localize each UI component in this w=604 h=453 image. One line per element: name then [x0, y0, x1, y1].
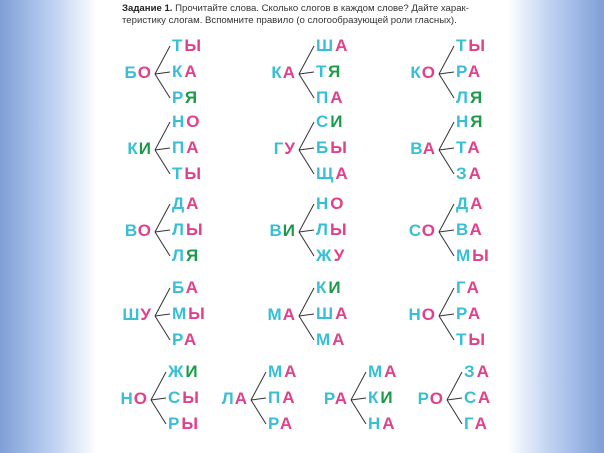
syllable [172, 330, 198, 350]
letter: Т [456, 138, 468, 157]
letter: С [408, 221, 422, 240]
syllable [464, 362, 491, 382]
syllable-group [402, 362, 532, 448]
letter: Т [172, 36, 185, 55]
letter: А [384, 362, 399, 381]
letter: М [368, 362, 385, 381]
letter: А [234, 389, 248, 408]
syllable-group [110, 278, 240, 364]
letter: Щ [316, 164, 336, 183]
letter: З [456, 164, 469, 183]
branch-line [439, 230, 454, 232]
syllable [316, 330, 346, 350]
letter: К [316, 278, 329, 297]
letter: Я [469, 88, 485, 107]
letter: А [470, 194, 485, 213]
letter: В [410, 139, 423, 158]
branch-line [299, 314, 314, 316]
syllable [168, 362, 200, 382]
letter: А [474, 414, 489, 433]
branch-line [439, 122, 454, 150]
branch-line [439, 150, 454, 174]
syllable [316, 138, 349, 158]
letter: Ы [182, 388, 201, 407]
syllable-group [254, 112, 384, 198]
letter: А [467, 62, 483, 81]
letter: А [335, 36, 350, 55]
letter: А [422, 139, 436, 158]
branch-line [299, 288, 314, 316]
letter: Т [456, 36, 469, 55]
letter: Ж [168, 362, 186, 381]
syllable [456, 164, 483, 184]
syllable [456, 220, 484, 240]
letter: О [137, 221, 152, 240]
branch-line [299, 232, 314, 256]
letter: И [328, 278, 343, 297]
letter: Т [172, 164, 185, 183]
syllable [456, 194, 484, 214]
letter: К [410, 63, 422, 82]
task-instructions [122, 3, 482, 26]
branch-line [155, 288, 170, 316]
stem-syllable [110, 305, 152, 325]
branch-line [439, 74, 454, 98]
stem-syllable [254, 139, 296, 159]
letter: А [467, 304, 483, 323]
letter: Ы [329, 220, 349, 239]
letter: П [316, 88, 331, 107]
branch-line [151, 398, 166, 400]
letter: А [330, 88, 345, 107]
letter: И [185, 362, 200, 381]
letter: Г [464, 414, 475, 433]
branch-line [351, 372, 366, 400]
letter: Р [168, 414, 182, 433]
letter: Р [172, 330, 184, 349]
letter: Ы [181, 414, 200, 433]
branch-line [447, 398, 462, 400]
stem-syllable [394, 139, 436, 159]
syllable [172, 112, 202, 132]
letter: П [268, 388, 283, 407]
letter: А [282, 388, 297, 407]
letter: Я [185, 246, 201, 265]
letter: К [172, 62, 185, 81]
letter: Н [368, 414, 383, 433]
letter: Ы [188, 304, 207, 323]
letter: А [184, 62, 199, 81]
branch-line [299, 74, 314, 98]
letter: Ы [468, 330, 488, 349]
stem-syllable [394, 305, 436, 325]
letter: А [185, 278, 200, 297]
letter: Я [328, 62, 343, 81]
syllable [456, 246, 491, 266]
syllable [172, 62, 199, 82]
stem-syllable [306, 389, 348, 409]
syllable-group [254, 194, 384, 280]
branch-line [151, 400, 166, 424]
syllable [172, 220, 205, 240]
stem-syllable [110, 139, 152, 159]
letter: А [332, 330, 347, 349]
letter: Д [456, 194, 471, 213]
syllable [172, 164, 203, 184]
letter: М [172, 304, 189, 323]
letter: О [421, 221, 436, 240]
letter: К [127, 139, 139, 158]
stem-syllable [394, 221, 436, 241]
letter: В [124, 221, 138, 240]
letter: И [330, 112, 345, 131]
letter: У [333, 246, 347, 265]
letter: З [464, 362, 477, 381]
syllable [316, 62, 342, 82]
letter: А [335, 304, 350, 323]
stem-syllable [254, 305, 296, 325]
letter: С [168, 388, 183, 407]
branch-line [299, 122, 314, 150]
branch-line [439, 314, 454, 316]
letter: И [380, 388, 395, 407]
branch-line [447, 400, 462, 424]
letter: М [456, 246, 473, 265]
branch-line [439, 232, 454, 256]
branch-line [299, 72, 314, 74]
stem-syllable [106, 389, 148, 409]
letter: Г [456, 278, 467, 297]
syllable [316, 194, 346, 214]
letter: Р [456, 304, 468, 323]
letter: Р [172, 88, 185, 107]
letter: Я [184, 88, 200, 107]
letter: О [330, 194, 346, 213]
letter: Н [316, 194, 331, 213]
syllable [464, 388, 492, 408]
syllable [172, 304, 207, 324]
letter: Ж [316, 246, 334, 265]
letter: И [138, 139, 152, 158]
syllable [464, 414, 489, 434]
branch-line [299, 316, 314, 340]
branch-line [299, 46, 314, 74]
syllable [172, 88, 199, 108]
stem-syllable [402, 389, 444, 409]
task-text: Прочитайте слова. Сколько слогов в каждом слове? Дайте харак-теристику слогам. Вспомните правило (о слогообразующей роли гласных). [122, 3, 469, 26]
syllable [368, 414, 397, 434]
letter: А [183, 330, 199, 349]
branch-line [155, 46, 170, 74]
syllable [316, 246, 346, 266]
letter: Р [417, 389, 430, 408]
letter: Л [172, 246, 186, 265]
letter: Н [456, 112, 471, 131]
syllable [316, 112, 345, 132]
branch-line [251, 400, 266, 424]
letter: О [133, 389, 148, 408]
syllable [316, 220, 349, 240]
syllable-group [110, 194, 240, 280]
letter: А [382, 414, 397, 433]
letter: Р [323, 389, 335, 408]
letter: А [477, 388, 493, 407]
letter: Ш [122, 305, 141, 324]
letter: Р [456, 62, 468, 81]
branch-line [155, 148, 170, 150]
branch-line [299, 150, 314, 174]
syllable-group [254, 278, 384, 364]
branch-line [155, 72, 170, 74]
syllable [168, 414, 200, 434]
letter: Ш [316, 304, 336, 323]
letter: А [335, 164, 350, 183]
letter: У [284, 139, 296, 158]
letter: Ш [316, 36, 336, 55]
branch-line [439, 148, 454, 150]
letter: К [368, 388, 381, 407]
syllable [316, 88, 345, 108]
letter: Ы [184, 164, 204, 183]
branch-line [439, 46, 454, 74]
letter: Ы [330, 138, 349, 157]
branch-line [155, 150, 170, 174]
letter: Ы [185, 220, 205, 239]
letter: А [466, 278, 481, 297]
letter: Б [316, 138, 331, 157]
syllable [456, 304, 482, 324]
letter: В [456, 220, 470, 239]
branch-line [155, 122, 170, 150]
syllable-group [110, 36, 240, 122]
letter: Н [172, 112, 187, 131]
syllable [368, 388, 395, 408]
syllable [168, 388, 201, 408]
letter: О [137, 63, 152, 82]
stem-syllable [254, 63, 296, 83]
letter: Ы [184, 36, 204, 55]
letter: А [186, 138, 201, 157]
syllable [172, 36, 203, 56]
syllable [456, 88, 484, 108]
branch-line [299, 204, 314, 232]
letter: Ы [472, 246, 491, 265]
branch-line [151, 372, 166, 400]
letter: В [269, 221, 283, 240]
syllable [368, 362, 398, 382]
letter: О [421, 305, 436, 324]
letter: Я [470, 112, 485, 131]
letter: Ы [468, 36, 488, 55]
letter: Т [316, 62, 329, 81]
branch-line [439, 316, 454, 340]
syllable [456, 278, 481, 298]
letter: А [279, 414, 295, 433]
branch-line [299, 230, 314, 232]
branch-line [251, 398, 266, 400]
syllable-group [394, 36, 524, 122]
letter: О [186, 112, 202, 131]
letter: А [282, 305, 296, 324]
letter: А [468, 164, 483, 183]
letter: С [316, 112, 331, 131]
branch-line [447, 372, 462, 400]
stem-syllable [110, 63, 152, 83]
letter: О [421, 63, 436, 82]
branch-line [299, 148, 314, 150]
letter: А [469, 220, 484, 239]
branch-line [155, 204, 170, 232]
syllable [172, 278, 200, 298]
letter: А [476, 362, 491, 381]
syllable [316, 278, 343, 298]
stem-syllable [206, 389, 248, 409]
syllable [268, 362, 298, 382]
letter: Д [172, 194, 187, 213]
branch-line [155, 316, 170, 340]
letter: М [268, 362, 285, 381]
letter: Г [273, 139, 285, 158]
letter: Н [120, 389, 134, 408]
letter: С [464, 388, 478, 407]
syllable-group [394, 112, 524, 198]
stem-syllable [394, 63, 436, 83]
syllable [172, 138, 201, 158]
branch-line [155, 314, 170, 316]
letter: А [186, 194, 201, 213]
letter: А [467, 138, 482, 157]
branch-line [155, 230, 170, 232]
letter: Л [221, 389, 235, 408]
syllable [316, 36, 349, 56]
letter: М [267, 305, 283, 324]
stem-syllable [110, 221, 152, 241]
syllable [316, 304, 349, 324]
branch-line [439, 288, 454, 316]
letter: А [334, 389, 348, 408]
syllable [456, 138, 482, 158]
letter: Р [268, 414, 280, 433]
syllable [268, 414, 294, 434]
syllable [456, 62, 482, 82]
branch-line [155, 232, 170, 256]
branch-line [351, 398, 366, 400]
letter: А [282, 63, 296, 82]
letter: Л [172, 220, 186, 239]
letter: А [284, 362, 299, 381]
letter: О [429, 389, 444, 408]
syllable [172, 194, 200, 214]
branch-line [439, 72, 454, 74]
letter: Б [124, 63, 138, 82]
branch-line [439, 204, 454, 232]
letter: Т [456, 330, 469, 349]
letter: Н [408, 305, 422, 324]
branch-line [155, 74, 170, 98]
syllable-group [394, 278, 524, 364]
branch-line [251, 372, 266, 400]
stem-syllable [254, 221, 296, 241]
syllable [268, 388, 297, 408]
letter: И [282, 221, 296, 240]
syllable [456, 112, 485, 132]
letter: Б [172, 278, 186, 297]
syllable [316, 164, 350, 184]
syllable-group [254, 36, 384, 122]
syllable [456, 330, 487, 350]
letter: Л [316, 220, 330, 239]
syllable-group [394, 194, 524, 280]
branch-line [351, 400, 366, 424]
syllable [456, 36, 487, 56]
syllable-group [110, 112, 240, 198]
letter: М [316, 330, 333, 349]
letter: Л [456, 88, 470, 107]
syllable [172, 246, 200, 266]
worksheet-page [96, 0, 506, 453]
letter: П [172, 138, 187, 157]
letter: К [271, 63, 283, 82]
letter: У [140, 305, 152, 324]
task-label: Задание 1. [122, 3, 173, 14]
